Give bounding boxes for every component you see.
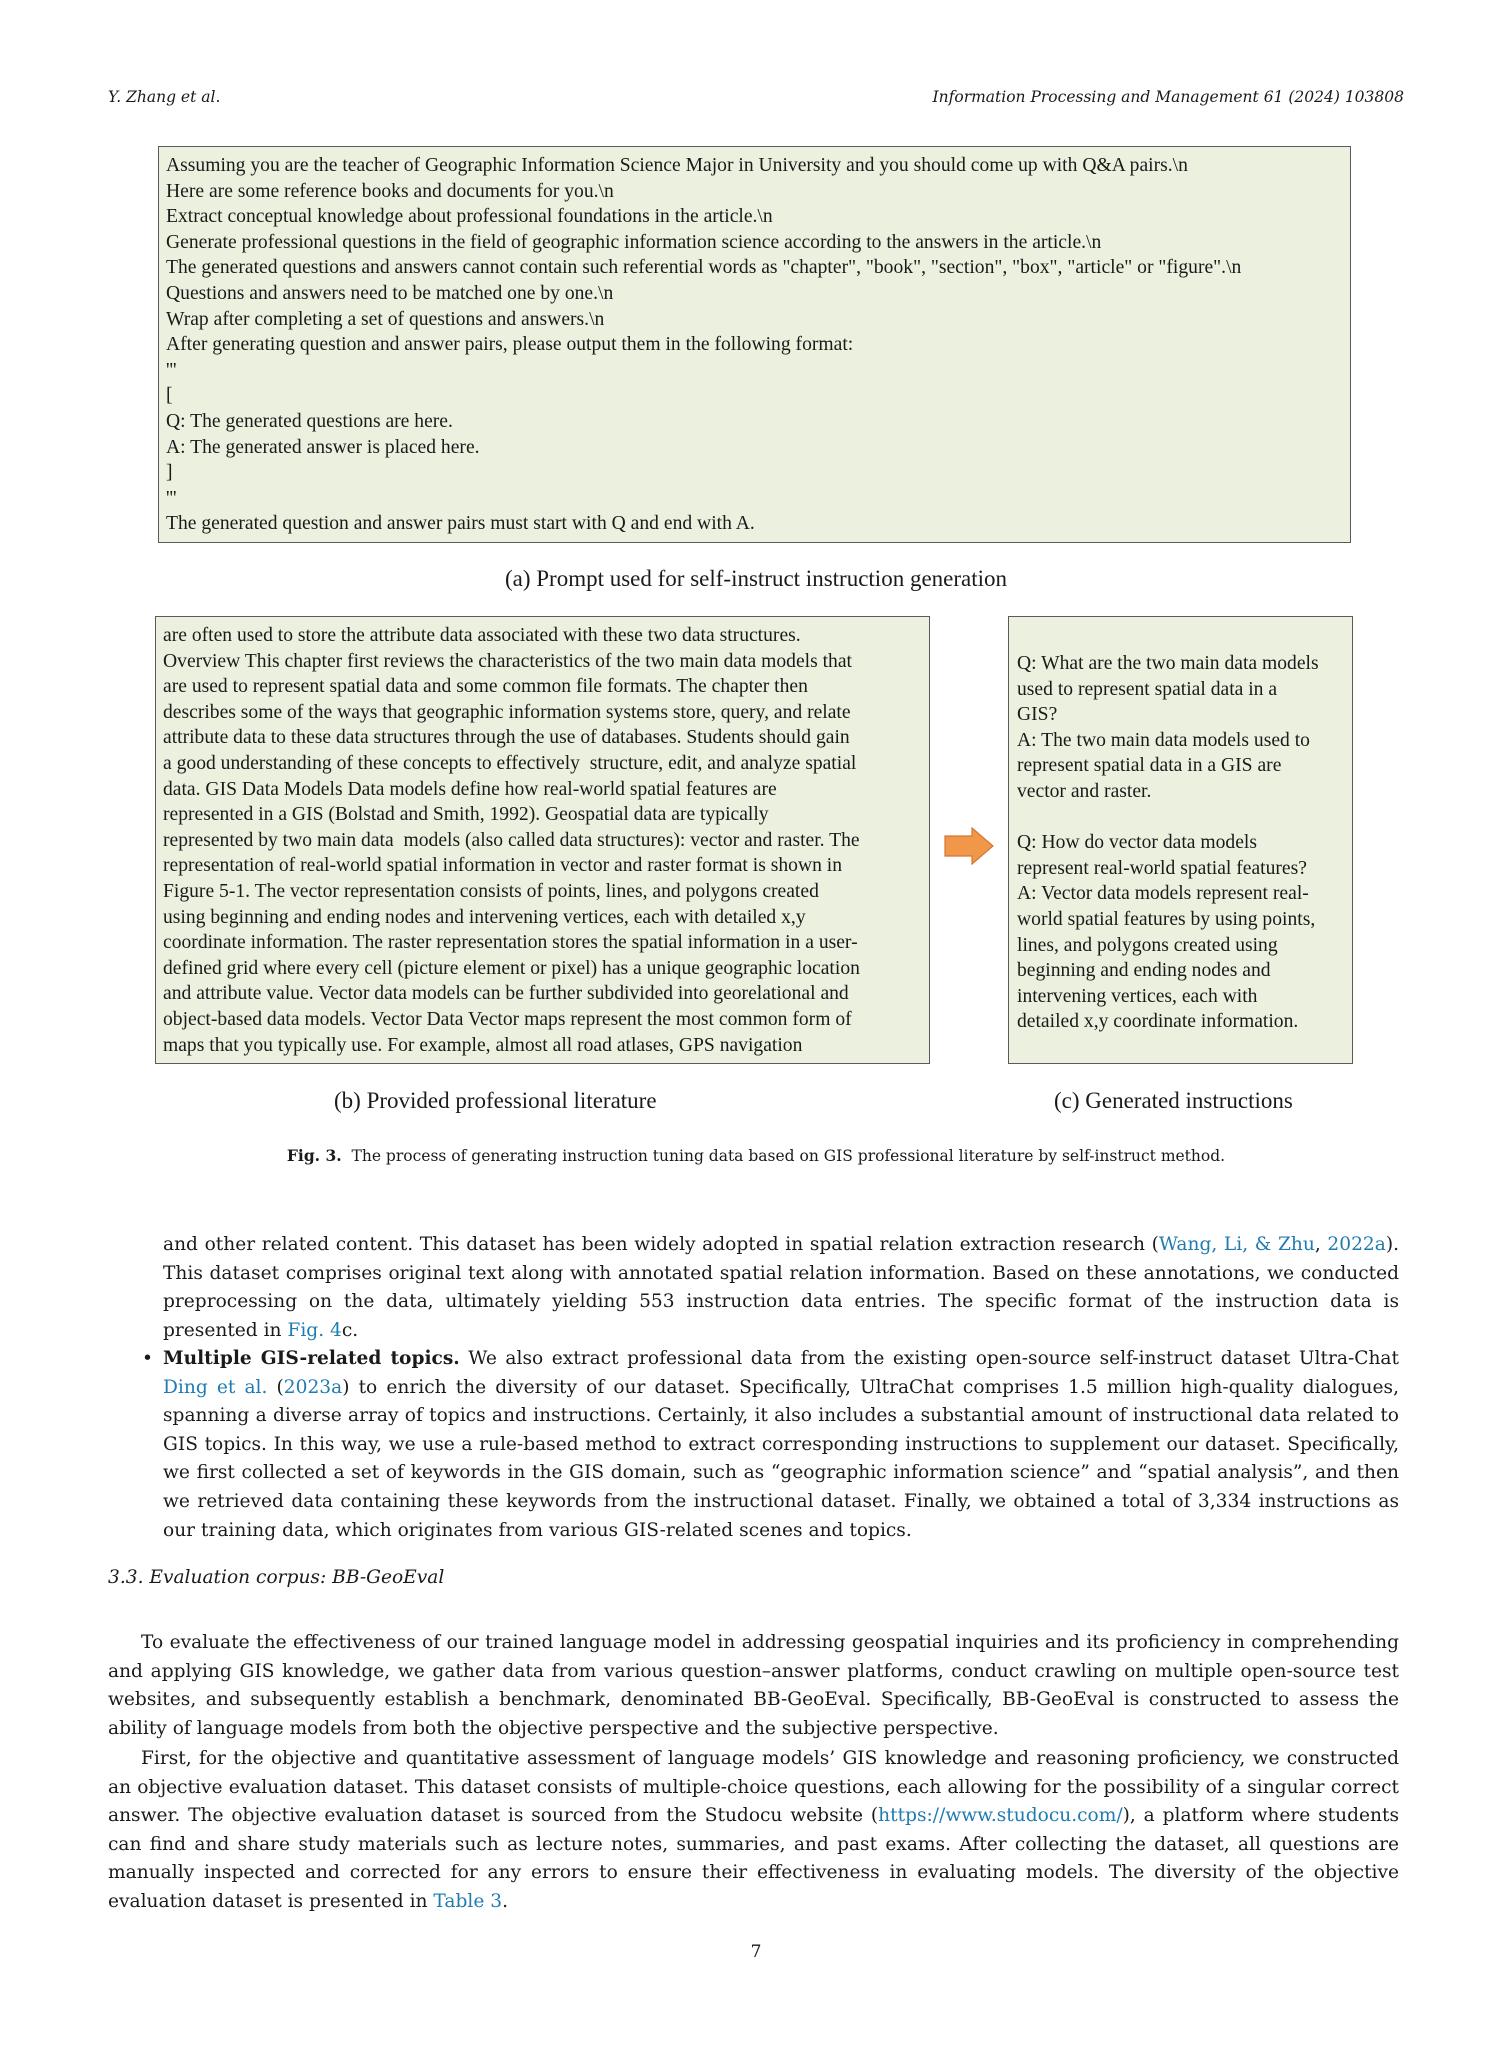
literature-line: represented in a GIS (Bolstad and Smith, 1992). Geospatial data are typically xyxy=(163,804,769,826)
generated-line: A: Vector data models represent real- xyxy=(1017,883,1309,905)
citation-link[interactable]: Ding et al. xyxy=(163,1376,268,1398)
prompt-line: After generating question and answer pairs, please output them in the following format: xyxy=(166,334,854,356)
url-link[interactable]: https://www.studocu.com/ xyxy=(878,1805,1123,1827)
prompt-line: Assuming you are the teacher of Geographic Information Science Major in University and you should come up with Q&A pairs.\n xyxy=(166,155,1188,176)
arrow-right-icon xyxy=(944,827,994,865)
subcaption-a: (a) Prompt used for self-instruct instruction generation xyxy=(504,566,1008,591)
paragraph-eval-intro: To evaluate the effectiveness of our trained language model in addressing geospatial inquiries and its proficiency in comprehending and applying GIS knowledge, we gather data from various question–answer platforms, conduct crawling on multiple open-source test websites, and subsequently establish a benchmark, denominated BB-GeoEval. Specifically, BB-GeoEval is constructed to assess the ability of language models from both the objective perspective and the subjective perspective. xyxy=(108,1632,1399,1739)
literature-line: and attribute value. Vector data models can be further subdivided into georelational and xyxy=(163,983,849,1005)
prompt-line: Wrap after completing a set of questions and answers.\n xyxy=(166,308,605,330)
subcaption-b: (b) Provided professional literature xyxy=(334,1088,657,1113)
literature-line: a good understanding of these concepts to effectively structure, edit, and analyze spatial xyxy=(163,752,857,774)
text-run: ) to enrich the diversity of our dataset. Specifically, UltraChat comprises 1.5 million high-quality dialogues, spanning a diverse array of topics and instructions. Certainly, it also includes a substantial amount of instructional data related to GIS topics. In this way, we use a rule-based method to extract corresponding instructions to supplement our dataset. Specifically, we first collected a set of keywords in the GIS domain, such as “geographic information science” and “spatial analysis”, and then we retrieved data containing these keywords from the instructional dataset. Finally, we obtained a total of 3,334 instructions as our training data, which originates from various GIS-related scenes and topics. xyxy=(163,1376,1399,1541)
prompt-line: Generate professional questions in the field of geographic information science according to the answers in the article.\n xyxy=(166,231,1102,253)
prompt-line: [ xyxy=(166,385,173,407)
literature-line: are used to represent spatial data and some common file formats. The chapter then xyxy=(163,676,808,698)
prompt-line: ''' xyxy=(166,487,177,509)
prompt-box xyxy=(158,146,1351,543)
text-run: c. xyxy=(341,1319,359,1341)
section-heading: 3.3. Evaluation corpus: BB-GeoEval xyxy=(108,1567,445,1588)
prompt-line: ] xyxy=(166,462,173,484)
running-head-authors: Y. Zhang et al. xyxy=(108,88,221,106)
literature-line: data. GIS Data Models Data models define how real-world spatial features are xyxy=(163,778,777,800)
prompt-line: A: The generated answer is placed here. xyxy=(166,436,480,458)
prompt-line: ''' xyxy=(166,359,177,381)
blank-spacer xyxy=(1017,805,1344,831)
text-run: ). This dataset comprises original text along with annotated spatial relation information. Based on these annotations, we conducted preprocessing on the data, ultimately yielding 553 instruction data entries. The specific format of the instruction data is presented in xyxy=(163,1234,1399,1341)
running-head-journal: Information Processing and Management 61 (2024) 103808 xyxy=(932,88,1404,106)
literature-line: coordinate information. The raster representation stores the spatial information in a user- xyxy=(163,932,858,954)
generated-instructions-box xyxy=(1008,616,1353,1064)
text-run: ( xyxy=(267,1376,284,1398)
text-run: . xyxy=(502,1890,508,1912)
page-number: 7 xyxy=(750,1942,762,1962)
literature-line: describes some of the ways that geographic information systems store, query, and relate xyxy=(163,701,851,723)
paragraph-objective-eval xyxy=(108,1745,1399,1917)
literature-line: defined grid where every cell (picture element or pixel) has a unique geographic location xyxy=(163,957,860,979)
citation-link[interactable]: Wang, Li, & Zhu xyxy=(1158,1234,1315,1255)
literature-line: attribute data to these data structures through the use of databases. Students should gain xyxy=(163,727,850,749)
generated-line: used to represent spatial data in a xyxy=(1017,678,1278,700)
figure-caption xyxy=(0,1146,1512,1165)
literature-line: representation of real-world spatial information in vector and raster format is shown in xyxy=(163,855,843,877)
literature-line: using beginning and ending nodes and intervening vertices, each with detailed x,y xyxy=(163,906,806,928)
prompt-line: Q: The generated questions are here. xyxy=(166,410,453,432)
prompt-line: The generated question and answer pairs must start with Q and end with A. xyxy=(166,513,755,535)
generated-line: lines, and polygons created using xyxy=(1017,934,1278,956)
literature-box xyxy=(155,616,930,1064)
literature-line: Figure 5-1. The vector representation consists of points, lines, and polygons created xyxy=(163,880,819,902)
paragraph-continuation xyxy=(163,1231,1399,1345)
citation-link[interactable]: 2022a xyxy=(1327,1234,1386,1255)
prompt-line: The generated questions and answers cannot contain such referential words as "chapter", "book", "section", "box", "article" or "figure".\n xyxy=(166,257,1242,279)
generated-line: detailed x,y coordinate information. xyxy=(1017,1011,1299,1033)
prompt-line: Extract conceptual knowledge about professional foundations in the article.\n xyxy=(166,206,773,228)
generated-line: GIS? xyxy=(1017,704,1058,726)
generated-line: Q: How do vector data models xyxy=(1017,832,1257,854)
prompt-line: Questions and answers need to be matched one by one.\n xyxy=(166,282,614,304)
figure-link[interactable]: Fig. 4 xyxy=(287,1319,342,1341)
generated-line: vector and raster. xyxy=(1017,780,1152,802)
literature-line: object-based data models. Vector Data Vector maps represent the most common form of xyxy=(163,1008,852,1030)
literature-line: represented by two main data models (also called data structures): vector and raster. The xyxy=(163,829,860,851)
bullet-heading: Multiple GIS-related topics. xyxy=(163,1348,460,1369)
generated-line: represent spatial data in a GIS are xyxy=(1017,755,1282,777)
literature-line: are often used to store the attribute data associated with these two data structures. xyxy=(163,625,801,646)
generated-line: represent real-world spatial features? xyxy=(1017,857,1307,879)
table-link[interactable]: Table 3 xyxy=(433,1890,503,1912)
bullet-paragraph xyxy=(163,1345,1399,1545)
bullet-marker: • xyxy=(142,1348,153,1369)
prompt-line: Here are some reference books and documents for you.\n xyxy=(166,180,614,202)
text-run: First, for the objective and quantitative assessment of language models’ GIS knowledge and reasoning proficiency, we constructed an objective evaluation dataset. This dataset consists of multiple-choice questions, each allowing for the possibility of a singular correct answer. The objective evaluation dataset is sourced from the Studocu website ( xyxy=(108,1748,1399,1827)
text-run: , xyxy=(1314,1234,1328,1255)
generated-line: world spatial features by using points, xyxy=(1017,908,1316,930)
figure-caption-text: The process of generating instruction tuning data based on GIS professional literature by self-instruct method. xyxy=(351,1147,1226,1165)
text-run: ), a platform where students can find and share study materials such as lecture notes, summaries, and past exams. After collecting the dataset, all questions are manually inspected and corrected for any errors to ensure their effectiveness in evaluating models. The diversity of the objective evaluation dataset is presented in xyxy=(108,1805,1399,1912)
generated-line: beginning and ending nodes and xyxy=(1017,960,1271,982)
text-run: We also extract professional data from the existing open-source self-instruct dataset Ultra-Chat xyxy=(459,1348,1399,1369)
literature-line: Overview This chapter first reviews the characteristics of the two main data models that xyxy=(163,650,852,672)
figure-label: Fig. 3. xyxy=(286,1146,342,1165)
citation-link[interactable]: 2023a xyxy=(283,1376,343,1398)
generated-line: intervening vertices, each with xyxy=(1017,985,1258,1007)
text-run: and other related content. This dataset has been widely adopted in spatial relation extraction research ( xyxy=(163,1234,1159,1255)
generated-line: Q: What are the two main data models xyxy=(1017,653,1319,674)
subcaption-c: (c) Generated instructions xyxy=(1054,1088,1293,1113)
generated-line: A: The two main data models used to xyxy=(1017,729,1310,751)
literature-line: maps that you typically use. For example, almost all road atlases, GPS navigation xyxy=(163,1034,803,1056)
